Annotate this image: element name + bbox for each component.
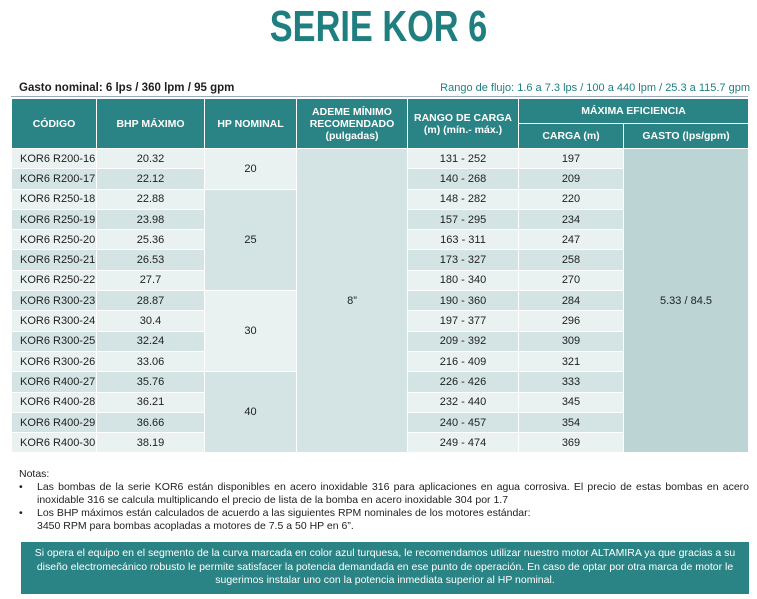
cell-rango-carga: 131 - 252 xyxy=(408,149,519,169)
table-row xyxy=(12,149,749,169)
cell-hp-nominal: 40 xyxy=(205,372,297,453)
cell-codigo: KOR6 R400-29 xyxy=(12,412,97,432)
cell-carga: 354 xyxy=(519,412,624,432)
note-item xyxy=(19,507,749,533)
cell-carga: 258 xyxy=(519,250,624,270)
cell-codigo: KOR6 R400-30 xyxy=(12,433,97,453)
cell-ademe: 8” xyxy=(297,149,408,453)
cell-codigo: KOR6 R200-17 xyxy=(12,169,97,189)
cell-bhp: 20.32 xyxy=(97,149,205,169)
cell-carga: 321 xyxy=(519,351,624,371)
cell-carga: 296 xyxy=(519,311,624,331)
cell-carga: 309 xyxy=(519,331,624,351)
notes-section xyxy=(19,468,749,533)
cell-codigo: KOR6 R250-18 xyxy=(12,189,97,209)
col-header-bhp: BHP MÁXIMO xyxy=(97,99,205,149)
cell-codigo: KOR6 R400-27 xyxy=(12,372,97,392)
cell-rango-carga: 197 - 377 xyxy=(408,311,519,331)
cell-hp-nominal: 20 xyxy=(205,149,297,190)
col-header-maxima-eficiencia: MÁXIMA EFICIENCIA xyxy=(519,99,749,124)
cell-codigo: KOR6 R300-25 xyxy=(12,331,97,351)
cell-bhp: 33.06 xyxy=(97,351,205,371)
cell-rango-carga: 157 - 295 xyxy=(408,209,519,229)
cell-rango-carga: 240 - 457 xyxy=(408,412,519,432)
cell-carga: 209 xyxy=(519,169,624,189)
cell-rango-carga: 140 - 268 xyxy=(408,169,519,189)
cell-gasto: 5.33 / 84.5 xyxy=(624,149,749,453)
bullet-icon: • xyxy=(19,481,23,493)
cell-bhp: 35.76 xyxy=(97,372,205,392)
rango-de-flujo: Rango de flujo: 1.6 a 7.3 lps / 100 a 440 lpm / 25.3 a 115.7 gpm xyxy=(440,82,750,94)
cell-rango-carga: 163 - 311 xyxy=(408,230,519,250)
cell-codigo: KOR6 R300-23 xyxy=(12,291,97,311)
cell-carga: 369 xyxy=(519,433,624,453)
cell-rango-carga: 209 - 392 xyxy=(408,331,519,351)
cell-bhp: 36.66 xyxy=(97,412,205,432)
cell-hp-nominal: 25 xyxy=(205,189,297,290)
col-header-rango: RANGO DE CARGA (m) (mín.- máx.) xyxy=(408,99,519,149)
cell-bhp: 36.21 xyxy=(97,392,205,412)
note-text: 3450 RPM para bombas acopladas a motores de 7.5 a 50 HP en 6”. xyxy=(37,520,354,532)
cell-codigo: KOR6 R250-21 xyxy=(12,250,97,270)
col-header-gasto: GASTO (lps/gpm) xyxy=(624,124,749,149)
cell-bhp: 28.87 xyxy=(97,291,205,311)
cell-carga: 247 xyxy=(519,230,624,250)
col-header-carga: CARGA (m) xyxy=(519,124,624,149)
cell-carga: 270 xyxy=(519,270,624,290)
cell-carga: 345 xyxy=(519,392,624,412)
bullet-icon: • xyxy=(19,507,23,519)
cell-rango-carga: 226 - 426 xyxy=(408,372,519,392)
cell-bhp: 22.88 xyxy=(97,189,205,209)
cell-bhp: 26.53 xyxy=(97,250,205,270)
col-header-ademe: ADEME MÍNIMO RECOMENDADO (pulgadas) xyxy=(297,99,408,149)
cell-rango-carga: 148 - 282 xyxy=(408,189,519,209)
cell-codigo: KOR6 R250-20 xyxy=(12,230,97,250)
cell-codigo: KOR6 R300-24 xyxy=(12,311,97,331)
header-rule xyxy=(11,96,748,97)
gasto-nominal: Gasto nominal: 6 lps / 360 lpm / 95 gpm xyxy=(19,82,235,94)
cell-bhp: 38.19 xyxy=(97,433,205,453)
cell-codigo: KOR6 R400-28 xyxy=(12,392,97,412)
note-text: Las bombas de la serie KOR6 están disponibles en acero inoxidable 316 para aplicaciones en agua corrosiva. El precio de estas bombas en acero inoxidable 316 se calcula multiplicando el precio de lista de la bomba en acero inoxidable 304 por 1.7 xyxy=(37,481,749,506)
page-title: SERIE KOR 6 xyxy=(269,2,488,51)
col-header-codigo: CÓDIGO xyxy=(12,99,97,149)
notes-heading: Notas: xyxy=(19,468,50,480)
cell-codigo: KOR6 R250-19 xyxy=(12,209,97,229)
cell-bhp: 27.7 xyxy=(97,270,205,290)
cell-bhp: 23.98 xyxy=(97,209,205,229)
cell-carga: 284 xyxy=(519,291,624,311)
cell-codigo: KOR6 R250-22 xyxy=(12,270,97,290)
cell-carga: 234 xyxy=(519,209,624,229)
cell-carga: 220 xyxy=(519,189,624,209)
cell-rango-carga: 180 - 340 xyxy=(408,270,519,290)
cell-bhp: 25.36 xyxy=(97,230,205,250)
cell-rango-carga: 173 - 327 xyxy=(408,250,519,270)
cell-rango-carga: 216 - 409 xyxy=(408,351,519,371)
cell-rango-carga: 190 - 360 xyxy=(408,291,519,311)
cell-hp-nominal: 30 xyxy=(205,291,297,372)
col-header-hp: HP NOMINAL xyxy=(205,99,297,149)
cell-carga: 197 xyxy=(519,149,624,169)
cell-rango-carga: 249 - 474 xyxy=(408,433,519,453)
cell-carga: 333 xyxy=(519,372,624,392)
cell-bhp: 30.4 xyxy=(97,311,205,331)
cell-codigo: KOR6 R300-26 xyxy=(12,351,97,371)
note-item xyxy=(19,481,749,507)
cell-codigo: KOR6 R200-16 xyxy=(12,149,97,169)
motor-recommendation-box: Si opera el equipo en el segmento de la curva marcada en color azul turquesa, le recomendamos utilizar nuestro motor ALTAMIRA ya que gracias a su diseño electromecánico robusto le permite satisfacer la potencia demandada en ese punto de operación. En caso de optar por otra marca de motor le sugerimos instalar uno con la potencia inmediata superior al HP nominal. xyxy=(21,542,749,594)
note-text: Los BHP máximos están calculados de acuerdo a las siguientes RPM nominales de los motores estándar: xyxy=(37,507,531,519)
cell-bhp: 22.12 xyxy=(97,169,205,189)
cell-bhp: 32.24 xyxy=(97,331,205,351)
pump-spec-table xyxy=(11,98,749,453)
cell-rango-carga: 232 - 440 xyxy=(408,392,519,412)
